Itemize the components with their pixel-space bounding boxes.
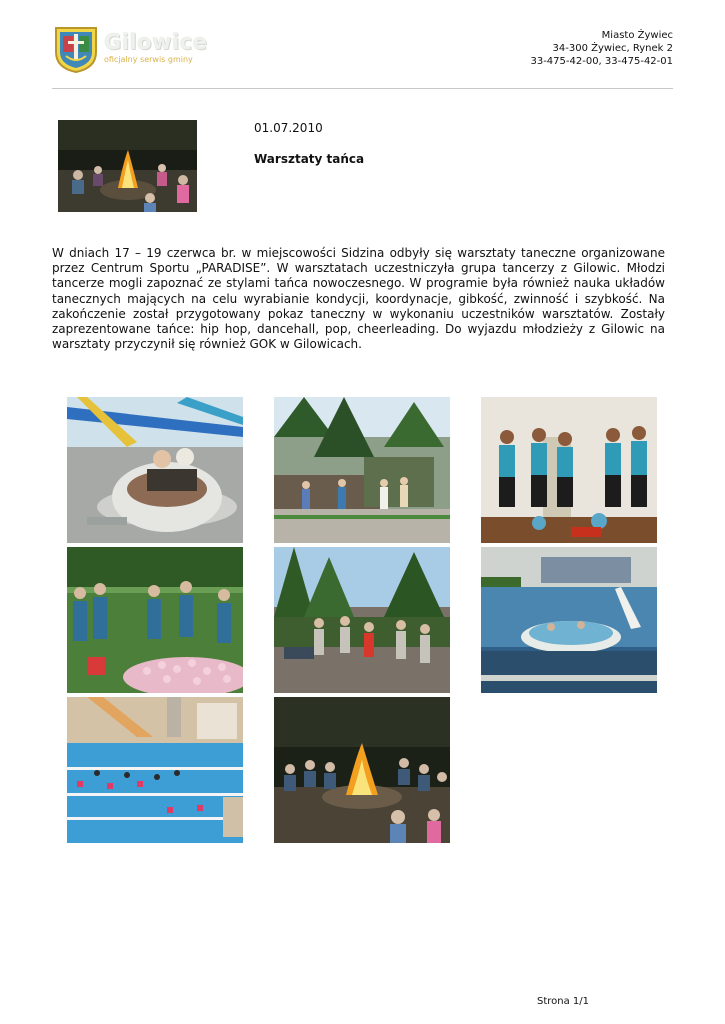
address-line-street: 34-300 Żywiec, Rynek 2 bbox=[552, 43, 673, 54]
amusement-ride-photo[interactable] bbox=[67, 397, 243, 543]
stage-performance-photo[interactable] bbox=[481, 397, 657, 543]
site-brand bbox=[104, 30, 207, 64]
article-date: 01.07.2010 bbox=[254, 121, 323, 135]
photo-gallery bbox=[67, 397, 657, 843]
page-number: Strona 1/1 bbox=[537, 996, 590, 1007]
brand-name: Gilowice bbox=[104, 30, 208, 54]
header-divider bbox=[52, 88, 673, 89]
gilowice-coat-of-arms-logo[interactable] bbox=[52, 24, 100, 74]
address-line-city: Miasto Żywiec bbox=[601, 30, 673, 41]
ball-pit-photo[interactable] bbox=[67, 547, 243, 693]
outdoor-dance-photo[interactable] bbox=[274, 397, 450, 543]
article-title: Warsztaty tańca bbox=[254, 152, 365, 166]
brand-subtitle: oficjalny serwis gminy bbox=[104, 55, 193, 64]
swimming-pool-photo[interactable] bbox=[67, 697, 243, 843]
indoor-jacuzzi-photo[interactable] bbox=[481, 547, 657, 693]
campfire-photo[interactable] bbox=[274, 697, 450, 843]
address-line-phone: 33-475-42-00, 33-475-42-01 bbox=[530, 56, 673, 67]
contact-address bbox=[530, 29, 673, 68]
article-body: W dniach 17 – 19 czerwca br. w miejscowości Sidzina odbyły się warsztaty taneczne organizowane przez Centrum Sportu „PARADISE”. W warsztatach uczestniczyła grupa tancerzy z Gilowic. Młodzi tancerze mogli zapoznać ze stylami tańca nowoczesnego. W programie była również nauka układów tanecznych mających na celu wyrabianie kondycji, koordynacje, gibkość, zwinność i szybkość. Na zakończenie został przygotowany pokaz taneczny w wykonaniu uczestników warsztatów. Zostały zaprezentowane tańce: hip hop, dancehall, pop, cheerleading. Do wyjazdu młodzieży z Gilowic na warsztaty przyczynił się również GOK w Gilowicach. bbox=[52, 246, 665, 352]
lead-campfire-photo[interactable] bbox=[58, 120, 197, 212]
forest-dance-photo[interactable] bbox=[274, 547, 450, 693]
